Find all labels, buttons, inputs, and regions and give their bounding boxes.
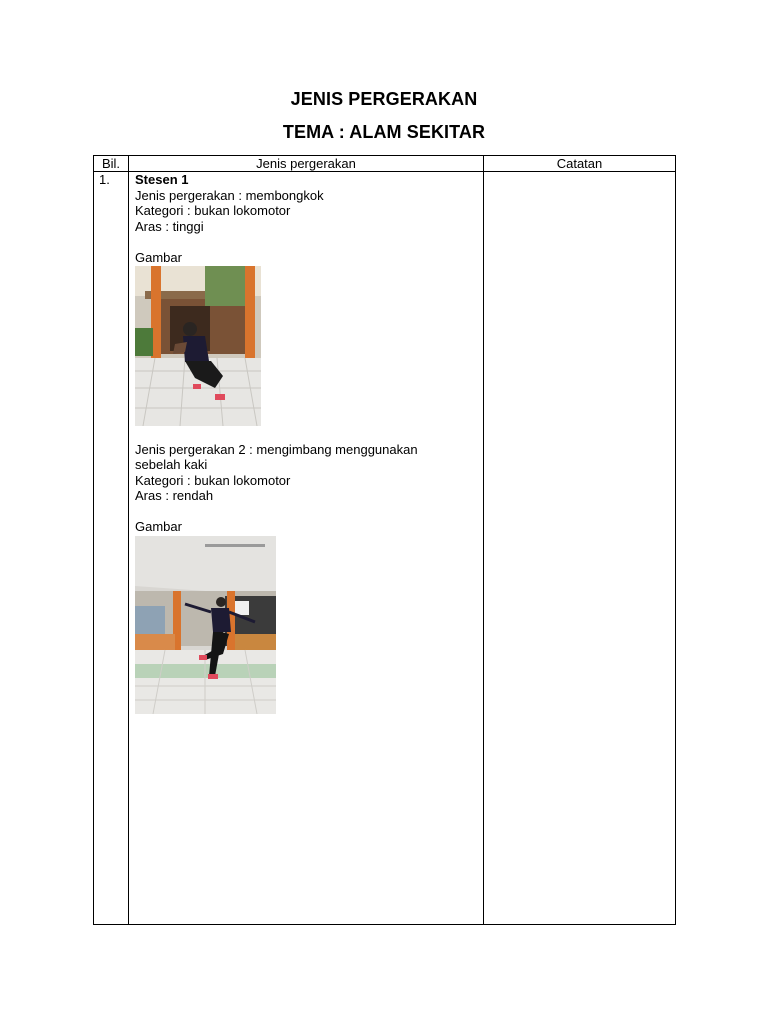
- row-number: 1.: [94, 172, 129, 925]
- table-row: [94, 172, 676, 925]
- movement1-category: Kategori : bukan lokomotor: [135, 203, 291, 218]
- movement1-type: Jenis pergerakan : membongkok: [135, 187, 324, 203]
- table-header-row: [94, 156, 676, 172]
- column-header-catatan: Catatan: [484, 156, 676, 172]
- photo-one-leg-balance: [135, 536, 276, 714]
- document-title: JENIS PERGERAKAN: [290, 89, 478, 109]
- column-header-bil: Bil.: [94, 156, 129, 172]
- movement2-category: Kategori : bukan lokomotor: [135, 472, 291, 488]
- document-subtitle: TEMA : ALAM SEKITAR: [282, 122, 486, 142]
- movement1-level: Aras : tinggi: [135, 218, 204, 234]
- column-header-jenis: Jenis pergerakan: [129, 156, 484, 172]
- movement-table: [93, 155, 676, 925]
- movement2-picture-label: Gambar: [135, 519, 182, 534]
- movement2-type: Jenis pergerakan 2 : mengimbang menggunakan sebelah kaki: [135, 441, 418, 472]
- movement2-level: Aras : rendah: [135, 488, 214, 503]
- movement-cell: [129, 172, 484, 925]
- photo-crouching: [135, 266, 261, 426]
- station-label: Stesen 1: [135, 172, 189, 187]
- notes-cell: [484, 172, 676, 925]
- movement1-picture-label: Gambar: [135, 249, 182, 265]
